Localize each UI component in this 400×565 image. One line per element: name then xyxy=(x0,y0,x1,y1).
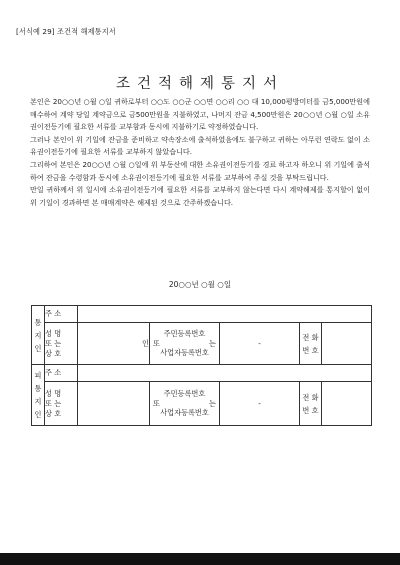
page-bottom-bar xyxy=(0,553,400,565)
paragraph-3: 그리하여 본인은 20○○년 ○월 ○일에 위 부동산에 대한 소유권이전등기를 경료 하고자 하오니 위 기일에 출석하여 잔금을 수령함과 동시에 소유권이전등기에 필요한 서류를 교부하여 주실 것을 부탁드립니다. xyxy=(30,159,370,182)
paragraph-2: 그러나 본인이 위 기일에 잔금을 준비하고 약속장소에 출석하였음에도 불구하고 귀하는 아무런 연락도 없이 소유권이전등기에 필요한 서류를 교부하지 않았습니다. xyxy=(30,134,370,157)
sender-role-label: 통 지 인 xyxy=(32,306,45,365)
paragraph-1: 본인은 20○○년 ○월 ○일 귀하로부터 ○○도 ○○군 ○○면 ○○리 ○○ 대 10,000평방미터를 금5,000만원에 매수하여 계약 당일 계약금으로 금500만원을 지불하였고, 나머지 잔금 4,500만원은 20○○년 ○월 ○일 소유권이전등기에 필요한 서류를 교부함과 동시에 지불하기로 약정하였습니다. xyxy=(30,97,370,132)
recipient-id-field[interactable]: - xyxy=(220,382,300,426)
recipient-name-label: 성 명 또 는 상 호 xyxy=(45,382,78,426)
paragraph-4: 만일 귀하께서 위 일시에 소유권이전등기에 필요한 서류를 교부하지 않는다면 다시 계약해제를 통지할이 없이 위 기일이 경과하면 본 매매계약은 해제된 것으로 간주하겠습니다. xyxy=(30,185,370,207)
sender-name-label: 성 명 또 는 상 호 xyxy=(45,323,78,365)
recipient-address-label: 주 소 xyxy=(45,365,78,382)
sender-name-field[interactable] xyxy=(78,323,150,365)
recipient-phone-label: 전 화 번 호 xyxy=(300,382,322,426)
notice-date: 20○○년 ○월 ○일 xyxy=(168,280,232,289)
sender-address-field[interactable] xyxy=(78,306,372,323)
recipient-phone-field[interactable] xyxy=(322,382,372,426)
sender-phone-label: 전 화 번 호 xyxy=(300,323,322,365)
recipient-address-field[interactable] xyxy=(78,365,372,382)
recipient-id-label: 주민등록번호 또 는 사업자등록번호 xyxy=(150,382,220,426)
form-number: [서식예 29] 조건적 해제통지서 xyxy=(16,27,116,36)
notice-body xyxy=(30,96,370,209)
sender-phone-field[interactable] xyxy=(322,323,372,365)
sender-id-label: 주민등록번호 또 는 사업자등록번호 xyxy=(150,323,220,365)
party-signature-table xyxy=(31,305,372,426)
seal-mark: 인 xyxy=(142,338,149,348)
sender-address-label: 주 소 xyxy=(45,306,78,323)
sender-id-field[interactable]: - xyxy=(220,323,300,365)
recipient-name-field[interactable] xyxy=(78,382,150,426)
document-title: 조건적해제통지서 xyxy=(115,76,285,92)
recipient-role-label: 피 통 지 인 xyxy=(32,365,45,426)
